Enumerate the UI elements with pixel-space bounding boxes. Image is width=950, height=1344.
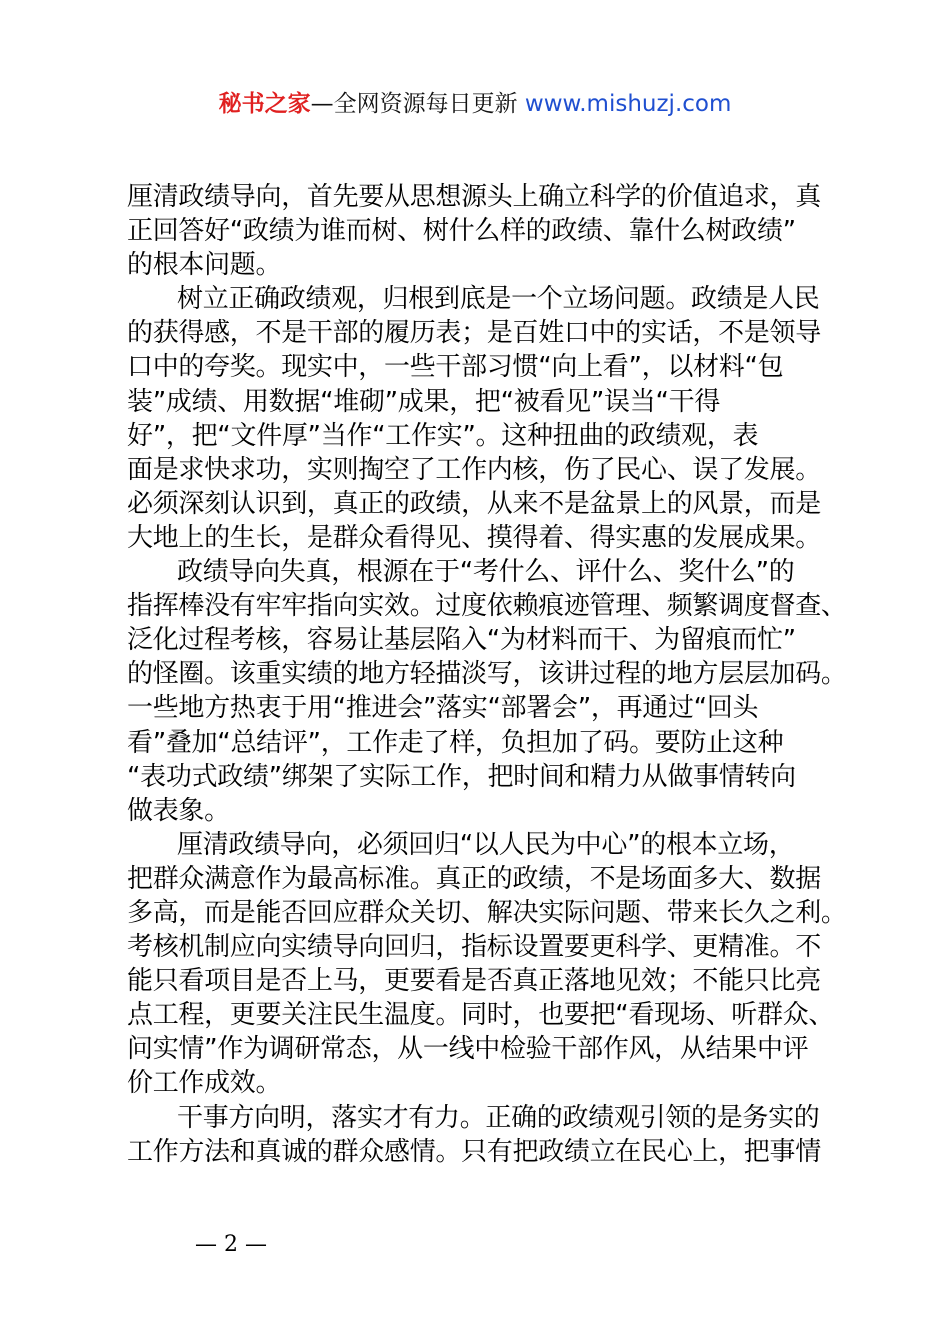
- page-number: — 2 —: [195, 1232, 267, 1257]
- text-line: 指挥棒没有牢牢指向实效。过度依赖痕迹管理、频繁调度督查、: [127, 591, 847, 622]
- text-line: 一些地方热衷于用“推进会”落实“部署会”，再通过“回头: [127, 693, 759, 724]
- text-line: 大地上的生长，是群众看得见、摸得着、得实惠的发展成果。: [127, 522, 821, 553]
- text-line: 面是求快求功，实则掏空了工作内核，伤了民心、误了发展。: [127, 454, 821, 485]
- paragraph-start-line: 树立正确政绩观，归根到底是一个立场问题。政绩是人民: [177, 284, 820, 315]
- text-line: 多高，而是能否回应群众关切、解决实际问题、带来长久之利。: [127, 897, 847, 928]
- text-line: 价工作成效。: [127, 1068, 282, 1099]
- text-line: 的获得感，不是干部的履历表；是百姓口中的实话，不是领导: [127, 318, 821, 349]
- text-line: 考核机制应向实绩导向回归，指标设置要更科学、更精准。不: [127, 932, 821, 963]
- site-header: [0, 88, 950, 120]
- site-url-link[interactable]: www.mishuzj.com: [524, 91, 732, 117]
- text-line: “表功式政绩”绑架了实际工作，把时间和精力从做事情转向: [127, 761, 796, 792]
- text-line: 看”叠加“总结评”，工作走了样，负担加了码。要防止这种: [127, 727, 784, 758]
- document-body: [127, 180, 847, 1169]
- text-line: 做表象。: [127, 795, 230, 826]
- text-line: 口中的夸奖。现实中，一些干部习惯“向上看”，以材料“包: [127, 352, 784, 383]
- text-line: 必须深刻认识到，真正的政绩，从来不是盆景上的风景，而是: [127, 488, 821, 519]
- brand-name: 秘书之家: [218, 91, 311, 117]
- paragraph-start-line: 厘清政绩导向，必须回归“以人民为中心”的根本立场，: [177, 829, 795, 860]
- paragraph-start-line: 干事方向明，落实才有力。正确的政绩观引领的是务实的: [177, 1102, 820, 1133]
- text-line: 点工程，更要关注民生温度。同时，也要把“看现场、听群众、: [127, 1000, 835, 1031]
- text-line: 泛化过程考核，容易让基层陷入“为材料而干、为留痕而忙”: [127, 625, 796, 656]
- text-line: 正回答好“政绩为谁而树、树什么样的政绩、靠什么树政绩”: [127, 216, 796, 247]
- text-line: 装”成绩、用数据“堆砌”成果，把“被看见”误当“干得: [127, 386, 721, 417]
- text-line: 能只看项目是否上马，更要看是否真正落地见效；不能只比亮: [127, 966, 821, 997]
- text-line: 的怪圈。该重实绩的地方轻描淡写，该讲过程的地方层层加码。: [127, 659, 847, 690]
- text-line: 厘清政绩导向，首先要从思想源头上确立科学的价值追求，真: [127, 182, 821, 212]
- text-line: 的根本问题。: [127, 250, 282, 281]
- text-line: 把群众满意作为最高标准。真正的政绩，不是场面多大、数据: [127, 863, 821, 894]
- header-slogan: —全网资源每日更新: [310, 91, 525, 117]
- paragraph-start-line: 政绩导向失真，根源在于“考什么、评什么、奖什么”的: [177, 557, 795, 588]
- text-line: 好”，把“文件厚”当作“工作实”。这种扭曲的政绩观，表: [127, 420, 759, 451]
- text-line: 问实情”作为调研常态，从一线中检验干部作风，从结果中评: [127, 1034, 809, 1065]
- text-line: 工作方法和真诚的群众感情。只有把政绩立在民心上，把事情: [127, 1136, 821, 1167]
